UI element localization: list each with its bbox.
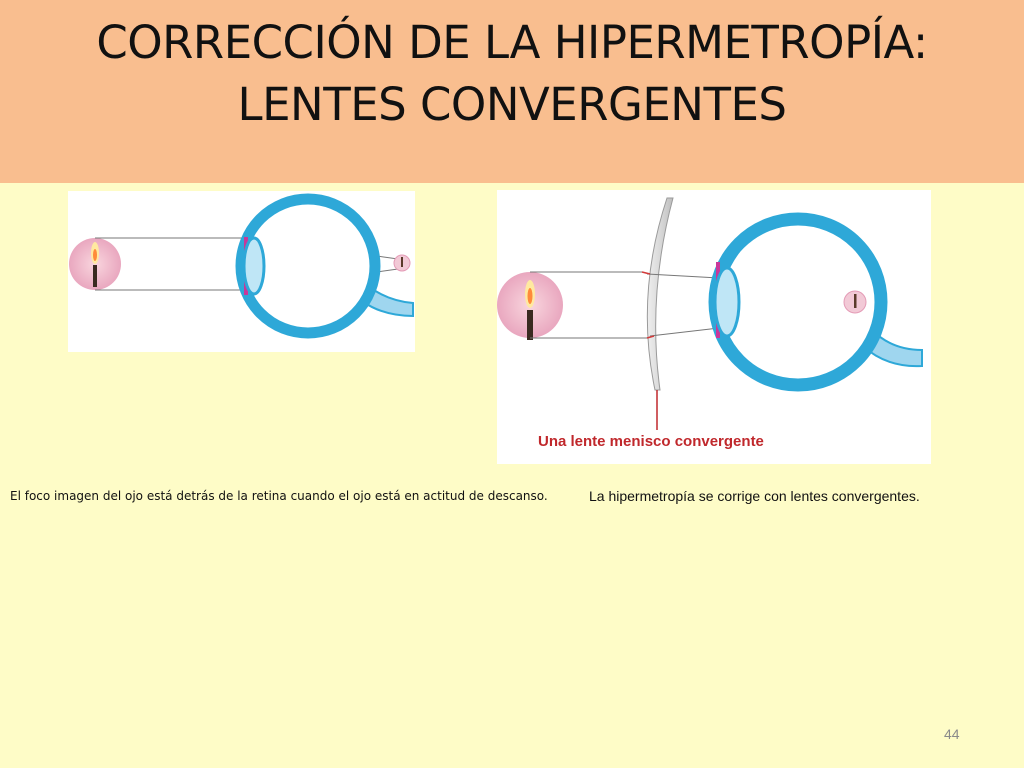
lens-label: Una lente menisco convergente xyxy=(538,433,764,450)
candle-object xyxy=(497,272,563,340)
page-number: 44 xyxy=(944,726,960,742)
focused-image xyxy=(394,255,410,271)
crystalline-lens xyxy=(715,268,739,336)
corrected-eye-diagram xyxy=(497,190,931,464)
right-caption-period: . xyxy=(915,488,920,504)
meniscus-lens xyxy=(647,198,673,390)
title-line-1: CORRECCIÓN DE LA HIPERMETROPÍA: xyxy=(96,16,928,69)
title-line-2: LENTES CONVERGENTES xyxy=(237,78,787,131)
right-caption xyxy=(589,488,920,504)
crystalline-lens xyxy=(244,238,264,294)
focused-image xyxy=(844,291,866,313)
left-caption: El foco imagen del ojo está detrás de la retina cuando el ojo está en actitud de descanso. xyxy=(10,489,548,503)
slide-title xyxy=(0,12,1024,136)
right-caption-main: La hipermetropía se corrige con lentes convergentes xyxy=(589,488,916,504)
hyperopia-eye-diagram xyxy=(68,191,415,352)
candle-object xyxy=(69,238,121,290)
title-banner xyxy=(0,0,1024,183)
